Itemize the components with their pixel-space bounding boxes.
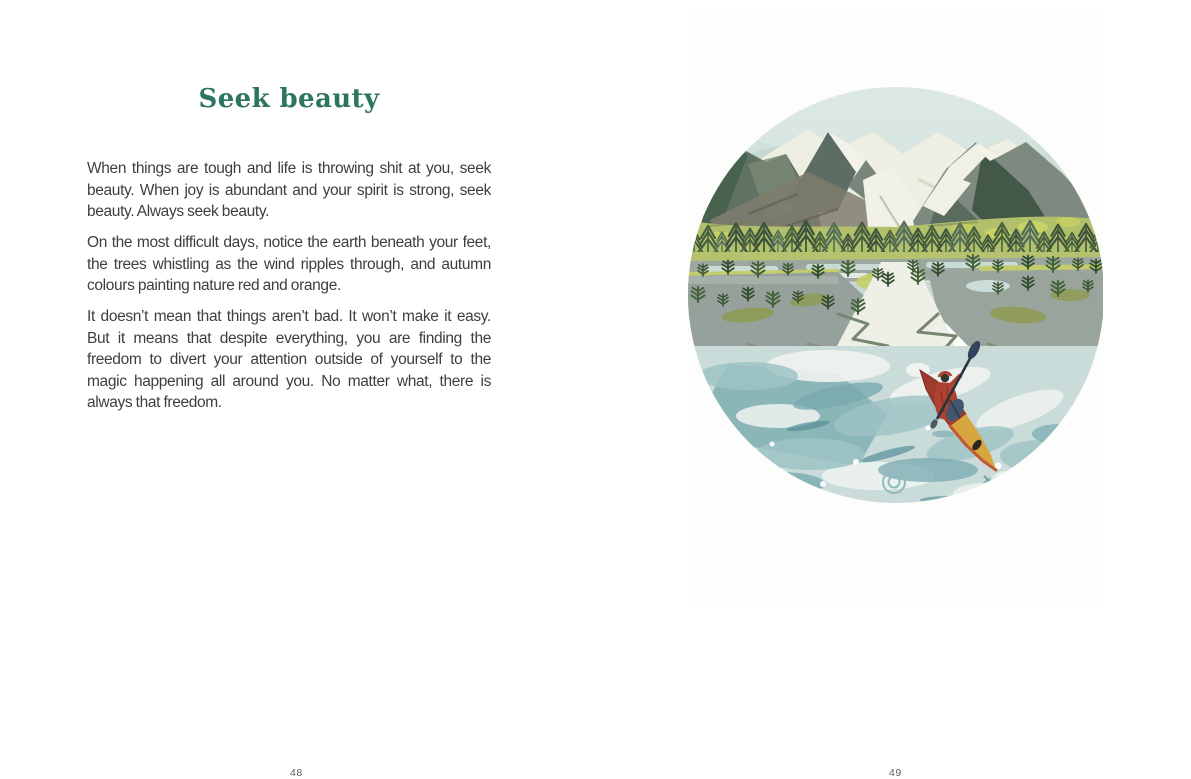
paragraph: When things are tough and life is throwing shit at you, seek beauty. When joy is abundant and your spirit is strong, seek beauty. Always seek beauty. <box>87 160 491 220</box>
illustration-plate <box>688 14 1103 608</box>
paragraph: On the most difficult days, notice the earth beneath your feet, the trees whistling as the wind ripples through, and autumn colours painting nature red and orange. <box>87 234 491 294</box>
page-number-right: 49 <box>889 767 902 779</box>
kayak-river-illustration <box>688 14 1103 608</box>
foreground-water <box>688 346 1103 511</box>
left-page <box>87 0 491 423</box>
chapter-title: Seek beauty <box>198 84 380 114</box>
paddler-head <box>941 374 949 382</box>
page-number-left: 48 <box>290 767 303 779</box>
paragraph: It doesn’t mean that things aren’t bad. It won’t make it easy. But it means that despite everything, you are finding the freedom to divert your attention outside of yourself to the magic happening all around you. No matter what, there is always that freedom. <box>87 308 491 411</box>
